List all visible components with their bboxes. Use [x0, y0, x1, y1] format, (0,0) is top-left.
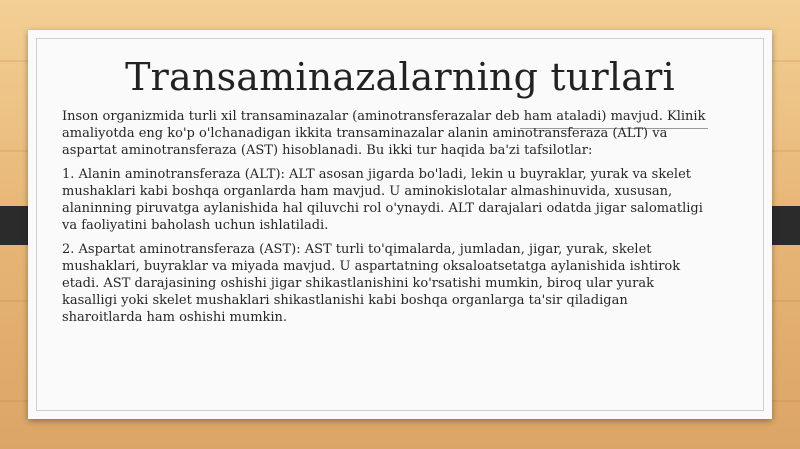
- intro-paragraph: Inson organizmida turli xil transaminazalar (aminotransferazalar deb ham ataladi) mavjud. Klinik amaliyotda eng ko'p o'lchanadigan ikkita transaminazalar alanin aminotransferaza (ALT) va aspartat aminotransferaza (AST) hisoblanadi. Bu ikki tur haqida ba'zi tafsilotlar:: [62, 109, 706, 158]
- slide-title: Transaminazalarning turlari: [125, 55, 675, 99]
- slide-body: [62, 108, 712, 333]
- ast-paragraph: 2. Aspartat aminotransferaza (AST): AST turli to'qimalarda, jumladan, jigar, yurak, skelet mushaklari, buyraklar va miyada mavjud. U aspartatning oksaloatsetatga aylanishida ishtirok etadi. AST darajasining oshishi jigar shikastlanishini ko'rsatishi mumkin, biroq ular yurak kasalligi yoki skelet mushaklari shikastlanishi kabi boshqa organlarga ta'sir qiladigan sharoitlarda ham oshishi mumkin.: [62, 242, 681, 325]
- alt-paragraph: 1. Alanin aminotransferaza (ALT): ALT asosan jigarda bo'ladi, lekin u buyraklar, yurak va skelet mushaklari kabi boshqa organlarda ham mavjud. U aminokislotalar almashinuvida, xususan, alaninning piruvatga aylanishida hal qiluvchi rol o'ynaydi. ALT darajalari odatda jigar salomatligi va faoliyatini baholash uchun ishlatiladi.: [62, 167, 703, 233]
